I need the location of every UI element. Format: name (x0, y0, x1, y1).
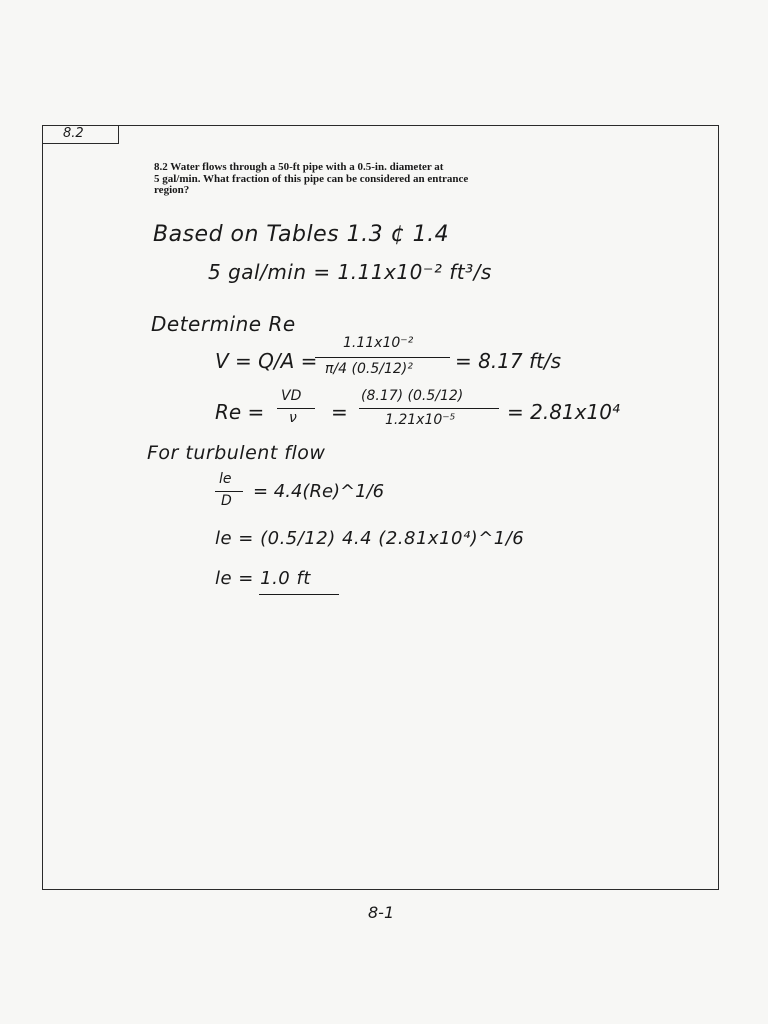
reynolds-eq: = (331, 400, 348, 424)
reynolds-numerator: (8.17) (0.5/12) (361, 388, 464, 404)
reynolds-denominator: 1.21x10⁻⁵ (385, 412, 456, 428)
based-on-tables: Based on Tables 1.3 ¢ 1.4 (153, 222, 450, 247)
reynolds-fraction-bar (359, 408, 499, 409)
problem-line-2: 5 gal/min. What fraction of this pipe can be considered an entrance (154, 172, 469, 185)
reynolds-vd: VD (281, 388, 302, 404)
problem-line-3: region? (154, 184, 190, 196)
velocity-fraction-bar (315, 357, 450, 358)
entrance-d: D (221, 493, 232, 509)
velocity-lhs: V = Q/A = (215, 349, 318, 373)
entrance-le: le (219, 471, 232, 487)
entrance-result-line (215, 568, 311, 589)
result-underline (259, 594, 339, 595)
determine-re: Determine Re (151, 312, 296, 336)
turbulent-flow: For turbulent flow (147, 442, 326, 464)
reynolds-result: = 2.81x10⁴ (507, 400, 620, 424)
reynolds-vd-bar (277, 408, 315, 409)
reynolds-lhs: Re = (215, 400, 265, 424)
reynolds-equation (215, 388, 695, 444)
problem-label: 8.2 (63, 126, 84, 141)
entrance-length-formula (215, 471, 415, 515)
flow-conversion: 5 gal/min = 1.11x10⁻² ft³/s (208, 260, 492, 284)
velocity-equation (215, 335, 635, 391)
entrance-result-value: 1.0 ft (260, 568, 311, 589)
answer-frame (42, 125, 719, 890)
entrance-rhs: = 4.4(Re)^1/6 (253, 481, 385, 502)
problem-line-1: 8.2 Water flows through a 50-ft pipe with a 0.5-in. diameter at (154, 161, 444, 173)
entrance-substitution: le = (0.5/12) 4.4 (2.81x10⁴)^1/6 (215, 528, 525, 549)
velocity-result: = 8.17 ft/s (455, 349, 562, 373)
reynolds-nu: ν (289, 410, 297, 426)
entrance-fraction-bar (215, 491, 243, 492)
page-number: 8-1 (368, 903, 395, 922)
velocity-numerator: 1.11x10⁻² (343, 335, 414, 351)
entrance-result-lhs: le = (215, 568, 254, 589)
velocity-denominator: π/4 (0.5/12)² (325, 361, 413, 377)
problem-statement (154, 162, 514, 197)
problem-number-box (43, 126, 119, 144)
